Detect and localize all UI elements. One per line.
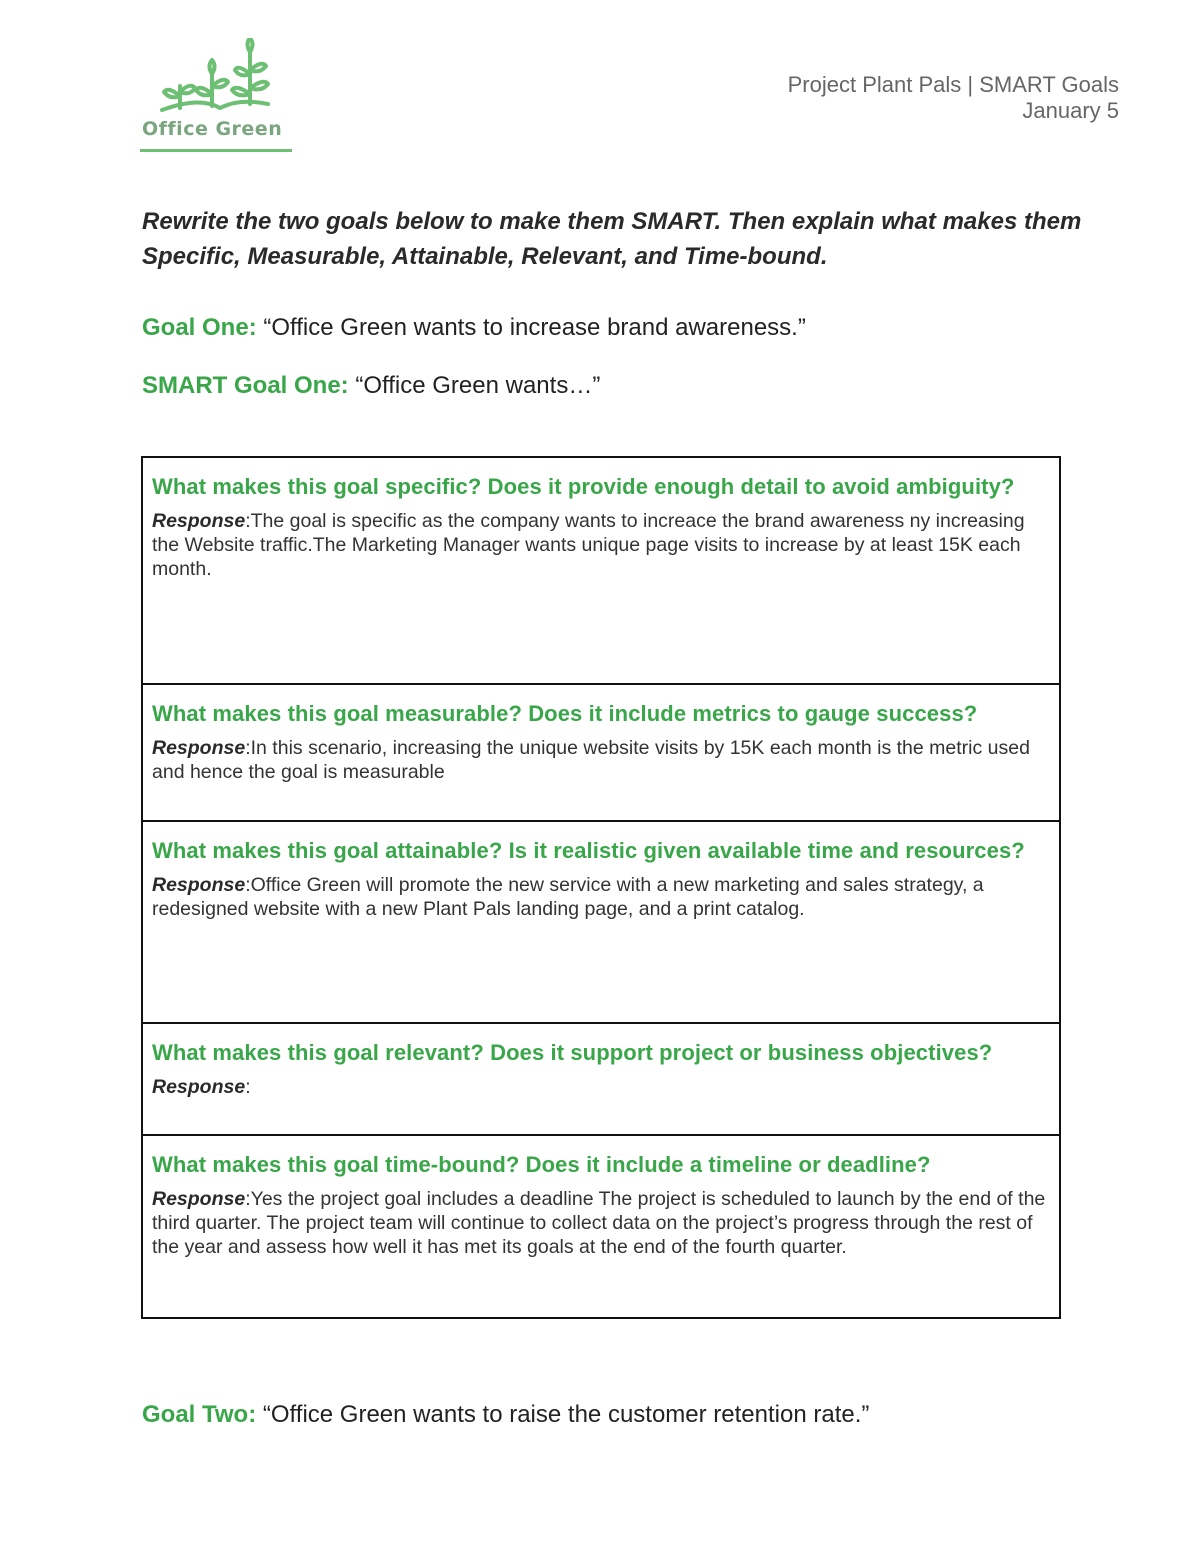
smart-goal-one-text: “Office Green wants…” xyxy=(355,372,601,399)
goal-one-label: Goal One: xyxy=(142,314,257,341)
response-text: :The goal is specific as the company wants to increace the brand awareness ny increasing the Website traffic.The Marketing Manager wants unique page visits to increase by at least 15K each month. xyxy=(152,510,1025,580)
row-attainable xyxy=(143,822,1059,1024)
goal-two xyxy=(142,1401,869,1429)
smart-goal-one xyxy=(142,372,600,400)
response-specific[interactable] xyxy=(152,509,1050,581)
response-label: Response xyxy=(152,737,246,759)
response-measurable[interactable] xyxy=(152,736,1050,784)
smart-questions-table xyxy=(141,456,1061,1319)
question-specific: What makes this goal specific? Does it provide enough detail to avoid ambiguity? xyxy=(152,474,1015,499)
goal-two-label: Goal Two: xyxy=(142,1401,257,1428)
question-measurable: What makes this goal measurable? Does it include metrics to gauge success? xyxy=(152,701,978,726)
question-relevant: What makes this goal relevant? Does it support project or business objectives? xyxy=(152,1040,993,1065)
response-text: : xyxy=(245,1076,251,1098)
smart-goal-one-label: SMART Goal One: xyxy=(142,372,349,399)
response-time-bound[interactable] xyxy=(152,1187,1050,1259)
instructions: Rewrite the two goals below to make them SMART. Then explain what makes them Specific, Measurable, Attainable, Relevant, and Time-bound. xyxy=(142,208,1082,270)
goal-one xyxy=(142,314,806,342)
document-date: January 5 xyxy=(1022,98,1119,123)
goal-two-text: “Office Green wants to raise the customer retention rate.” xyxy=(262,1401,870,1428)
document-header xyxy=(788,72,1119,124)
row-time-bound xyxy=(143,1136,1059,1317)
row-relevant xyxy=(143,1024,1059,1136)
response-relevant[interactable] xyxy=(152,1075,1050,1099)
question-time-bound: What makes this goal time-bound? Does it include a timeline or deadline? xyxy=(152,1152,931,1177)
response-text: :In this scenario, increasing the unique website visits by 15K each month is the metric used and hence the goal is measurable xyxy=(152,737,1030,783)
logo-wordmark: Office Green xyxy=(142,118,283,140)
plant-sprouts-icon xyxy=(140,38,295,118)
response-text: :Yes the project goal includes a deadline The project is scheduled to launch by the end of the third quarter. The project team will continue to collect data on the project’s progress through the rest of the year and assess how well it has met its goals at the end of the fourth quarter. xyxy=(152,1188,1046,1258)
response-label: Response xyxy=(152,510,246,532)
row-measurable xyxy=(143,685,1059,822)
document-title: Project Plant Pals | SMART Goals xyxy=(787,72,1119,97)
row-specific xyxy=(143,458,1059,685)
goal-one-text: “Office Green wants to increase brand awareness.” xyxy=(263,314,806,341)
office-green-logo xyxy=(140,38,295,156)
response-label: Response xyxy=(152,874,246,896)
logo-underline xyxy=(140,149,292,152)
response-label: Response xyxy=(152,1076,246,1098)
response-text: :Office Green will promote the new service with a new marketing and sales strategy, a redesigned website with a new Plant Pals landing page, and a print catalog. xyxy=(152,874,984,920)
question-attainable: What makes this goal attainable? Is it realistic given available time and resources? xyxy=(152,838,1025,863)
response-attainable[interactable] xyxy=(152,873,1050,921)
response-label: Response xyxy=(152,1188,246,1210)
